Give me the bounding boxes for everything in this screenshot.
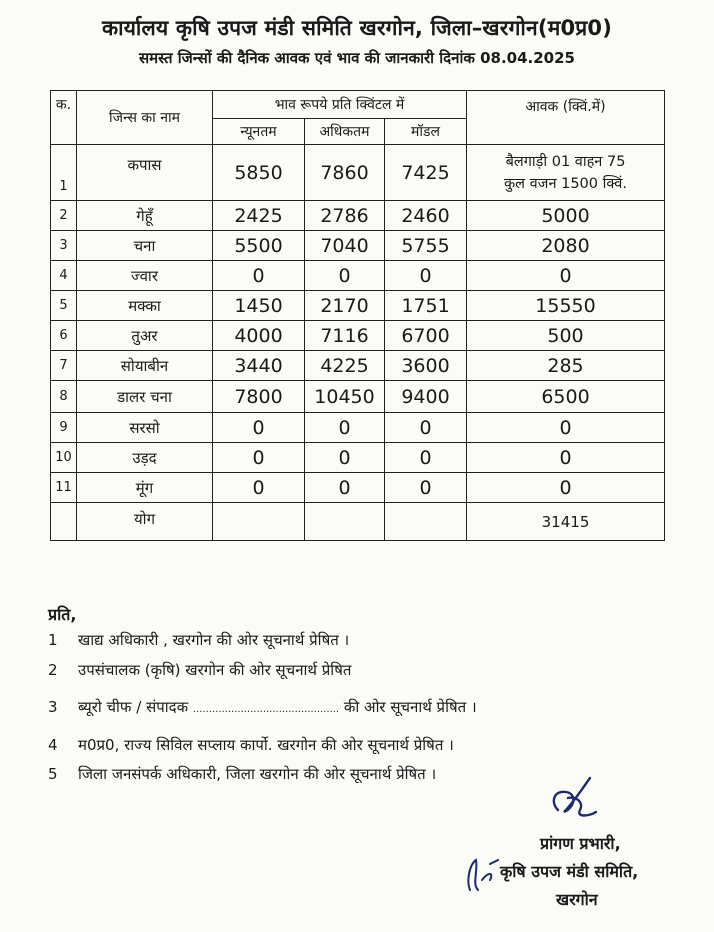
rate-modal: 6700 [385,321,467,351]
table-row [51,291,665,321]
rate-max: 7116 [305,321,385,351]
rate-min: 0 [213,473,305,503]
table-row [51,473,665,503]
rate-modal: 0 [385,473,467,503]
arrival-detail-line1: बैलगाड़ी 01 वाहन 75 [505,153,626,170]
rate-max: 7040 [305,231,385,261]
arrival-value: 0 [467,413,665,443]
arrival-value: 2080 [467,231,665,261]
copy-item-text: जिला जनसंपर्क अधिकारी, जिला खरगोन की ओर सूचनार्थ प्रेषित । [78,765,437,783]
row-sno: 5 [51,291,77,321]
handwritten-signature-icon [544,772,604,824]
col-header-sno: क. [51,91,77,145]
blank-dotted-line: .............................................. [192,704,340,715]
table-row [51,351,665,381]
rate-max: 0 [305,473,385,503]
copy-to-item [48,697,477,717]
rate-modal: 7425 [385,145,467,201]
rate-modal: 0 [385,261,467,291]
table-row [51,231,665,261]
row-sno: 2 [51,201,77,231]
arrival-cell [467,145,665,201]
arrival-value: 0 [467,473,665,503]
arrival-value: 15550 [467,291,665,321]
row-sno: 4 [51,261,77,291]
total-row [51,503,665,541]
table-row [51,413,665,443]
rate-min: 0 [213,413,305,443]
rate-modal: 0 [385,413,467,443]
arrival-value: 5000 [467,201,665,231]
arrival-value: 6500 [467,381,665,413]
arrival-value: 0 [467,261,665,291]
rate-min: 4000 [213,321,305,351]
rate-modal: 3600 [385,351,467,381]
commodity-name: चना [77,231,213,261]
row-sno: 1 [51,145,77,201]
row-sno: 10 [51,443,77,473]
col-header-modal: मॉडल [385,119,467,145]
rate-min: 2425 [213,201,305,231]
report-subtitle: समस्त जिन्सों की दैनिक आवक एवं भाव की जानकारी दिनांक 08.04.2025 [139,49,575,67]
commodity-name: उड़द [77,443,213,473]
copy-to-heading: प्रति, [48,605,77,624]
copy-to-item [48,735,454,755]
copy-to-item [48,630,349,650]
commodity-name: सरसो [77,413,213,443]
rate-min: 5500 [213,231,305,261]
row-sno: 7 [51,351,77,381]
row-sno: 9 [51,413,77,443]
rate-max: 4225 [305,351,385,381]
commodity-name: गेहूँ [77,201,213,231]
commodity-name: मूंग [77,473,213,503]
col-header-min: न्यूनतम [213,119,305,145]
rate-modal: 2460 [385,201,467,231]
copy-item-text: उपसंचालक (कृषि) खरगोन की ओर सूचनार्थ प्रेषित [78,661,352,679]
copy-to-item [48,660,351,680]
rate-max: 2170 [305,291,385,321]
rate-min: 0 [213,443,305,473]
col-header-arrival: आवक (क्विं.में) [467,91,665,145]
rate-max: 10450 [305,381,385,413]
rate-max: 0 [305,261,385,291]
commodity-name: ज्वार [77,261,213,291]
copy-item-text-suffix: की ओर सूचनार्थ प्रेषित । [343,698,477,716]
arrival-value: 500 [467,321,665,351]
arrival-detail-line2: कुल वजन 1500 क्विं. [504,175,627,192]
table-row [51,261,665,291]
copy-item-number: 5 [48,765,58,783]
rate-modal: 5755 [385,231,467,261]
rate-min: 0 [213,261,305,291]
rate-modal: 0 [385,443,467,473]
copy-item-text: म0प्र0, राज्य सिविल सप्लाय कार्पो. खरगोन की ओर सूचनार्थ प्रेषित । [78,736,454,754]
col-header-rate-group: भाव रूपये प्रति क्विंटल में [213,91,467,119]
col-header-name: जिन्स का नाम [77,91,213,145]
row-sno: 3 [51,231,77,261]
rate-min: 1450 [213,291,305,321]
commodity-name: डालर चना [77,381,213,413]
handwritten-initial-icon [460,850,504,896]
commodity-name: कपास [77,145,213,201]
copy-item-number: 2 [48,661,58,679]
office-title: कार्यालय कृषि उपज मंडी समिति खरगोन, जिला–खरगोन(म0प्र0) [101,16,613,40]
rate-min: 5850 [213,145,305,201]
commodity-name: तुअर [77,321,213,351]
rate-max: 2786 [305,201,385,231]
signatory-place: खरगोन [556,890,598,909]
total-arrival-value: 31415 [467,503,665,541]
commodity-name: मक्का [77,291,213,321]
signatory-office: कृषि उपज मंडी समिति, [500,862,639,881]
row-sno: 6 [51,321,77,351]
rate-max: 0 [305,413,385,443]
copy-item-number: 1 [48,631,58,649]
rate-min: 3440 [213,351,305,381]
rate-max: 0 [305,443,385,473]
commodity-name: सोयाबीन [77,351,213,381]
copy-item-text: खाद्य अधिकारी , खरगोन की ओर सूचनार्थ प्रेषित । [78,631,350,649]
arrival-value: 0 [467,443,665,473]
rate-min: 7800 [213,381,305,413]
copy-item-number: 3 [48,698,58,716]
commodity-rates-table [50,90,665,541]
table-row [51,321,665,351]
row-sno: 11 [51,473,77,503]
row-sno: 8 [51,381,77,413]
copy-item-text: ब्यूरो चीफ / संपादक [78,698,189,716]
col-header-max: अधिकतम [305,119,385,145]
table-row [51,201,665,231]
copy-to-item [48,764,436,784]
total-label: योग [77,503,213,541]
rate-modal: 9400 [385,381,467,413]
table-row [51,381,665,413]
table-row [51,145,665,201]
table-row [51,443,665,473]
signatory-designation: प्रांगण प्रभारी, [540,834,621,853]
copy-item-number: 4 [48,736,58,754]
arrival-value: 285 [467,351,665,381]
rate-max: 7860 [305,145,385,201]
rate-modal: 1751 [385,291,467,321]
